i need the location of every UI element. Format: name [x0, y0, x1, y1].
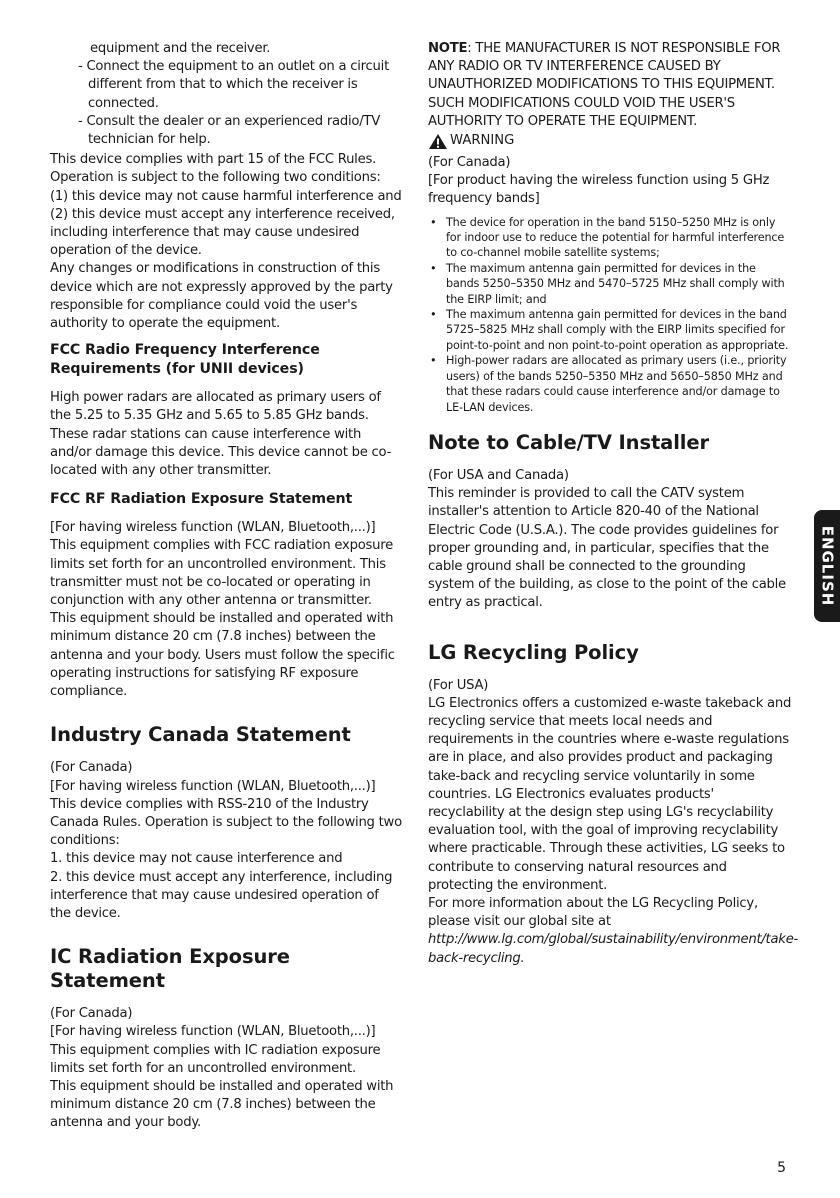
cable-heading: Note to Cable/TV Installer	[428, 430, 710, 454]
ic-radiation-for: (For Canada)	[50, 1006, 133, 1022]
note-label: NOTE	[428, 41, 468, 56]
unii-heading: FCC Radio Frequency Interference Requirements (for UNII devices)	[50, 342, 320, 378]
industry-canada-condition: 2. this device must accept any interference, including interference that may cause undesired operation of the device.	[50, 869, 393, 921]
warning-bullet-list	[428, 215, 792, 415]
recycling-heading: LG Recycling Policy	[428, 640, 639, 664]
note-paragraph	[428, 40, 792, 131]
changes-paragraph: Any changes or modifications in construction of this device which are not expressly approved by the party responsible for compliance could void the user's authority to operate the equipment.	[50, 261, 393, 332]
cable-body: This reminder is provided to call the CATV system installer's attention to Article 820-40 of the National Electric Code (U.S.A.). The code provides guidelines for proper grounding and, in particular, specifies that the cable ground shall be connected to the grounding system of the building, as close to the point of the cable entry as practical.	[428, 486, 786, 611]
recycling-link[interactable]: http://www.lg.com/global/sustainability/environment/take-back-recycling.	[428, 932, 799, 966]
industry-canada-condition: 1. this device may not cause interference and	[50, 851, 343, 867]
warning-line	[428, 132, 792, 150]
ic-radiation-heading: IC Radiation Exposure Statement	[50, 945, 290, 993]
page-number: 5	[777, 1160, 786, 1176]
recycling-body: LG Electronics offers a customized e-waste takeback and recycling service that meets local needs and requirements in the countries where e-waste regulations are in place, and also provides product and packaging take-back and recycling service voluntarily in some countries. LG Electronics evaluates products' recyclability at the design step using LG's recyclability evaluation tool, with the goal of improving recyclability where practicable. Through these activities, LG seeks to contribute to conserving natural resources and protecting the environment.	[428, 695, 792, 893]
unii-body: High power radars are allocated as primary users of the 5.25 to 5.35 GHz and 5.65 to 5.85 GHz bands. These radar stations can cause interference with and/or damage this device. This device cannot be co-located with any other transmitter.	[50, 390, 392, 479]
list-item: • High-power radars are allocated as primary users (i.e., priority users) of the bands 5250–5350 MHz and 5650–5850 MHz and that these radars could cause interference and/or damage to LE-LAN devices.	[428, 353, 792, 415]
warning-label: WARNING	[450, 133, 515, 149]
note-text: : THE MANUFACTURER IS NOT RESPONSIBLE FOR ANY RADIO OR TV INTERFERENCE CAUSED BY UNAUTHORIZED MODIFICATIONS TO THIS EQUIPMENT. SUCH MODIFICATIONS COULD VOID THE USER'S AUTHORITY TO OPERATE THE EQUIPMENT.	[428, 41, 781, 129]
warning-icon	[428, 133, 448, 150]
left-column	[50, 40, 402, 1133]
side-tab-label: ENGLISH	[818, 525, 837, 607]
right-column	[428, 40, 799, 968]
cable-for: (For USA and Canada)	[428, 467, 569, 483]
recycling-more	[428, 895, 799, 968]
recycling-more-text: For more information about the LG Recycling Policy, please visit our global site at	[428, 895, 758, 930]
intro-line: equipment and the receiver.	[90, 41, 271, 56]
ic-radiation-body-1: [For having wireless function (WLAN, Bluetooth,...)] This equipment complies with IC radiation exposure limits set forth for an uncontrolled environment.	[50, 1024, 381, 1076]
list-item: • The device for operation in the band 5150–5250 MHz is only for indoor use to reduce the potential for harmful interference to co-channel mobile satellite systems;	[428, 215, 792, 261]
warning-product-having: [For product having the wireless function using 5 GHz frequency bands]	[428, 173, 770, 207]
intro-bullet: - Consult the dealer or an experienced radio/TV technician for help.	[78, 113, 380, 148]
recycling-for: (For USA)	[428, 677, 489, 693]
language-side-tab	[814, 510, 840, 622]
list-item: • The maximum antenna gain permitted for devices in the band 5725–5825 MHz shall comply with the EIRP limits specified for point-to-point and non point-to-point operation as appropriate.	[428, 307, 792, 353]
intro-bullet: - Connect the equipment to an outlet on a circuit different from that to which the receiver is connected.	[78, 59, 389, 111]
rf-body-2: This equipment should be installed and operated with minimum distance 20 cm (7.8 inches) between the antenna and your body. Users must follow the specific operating instructions for satisfying RF exposure compliance.	[50, 611, 395, 700]
rf-heading: FCC RF Radiation Exposure Statement	[50, 491, 353, 508]
rf-body-1: [For having wireless function (WLAN, Bluetooth,...)] This equipment complies with FCC radiation exposure limits set forth for an uncontrolled environment. This transmitter must not be co-located or operating in conjunction with any other antenna or transmitter.	[50, 520, 394, 609]
industry-canada-body: [For having wireless function (WLAN, Bluetooth,...)] This device complies with RSS-210 of the Industry Canada Rules. Operation is subject to the following two conditions:	[50, 778, 402, 849]
ic-radiation-body-2: This equipment should be installed and operated with minimum distance 20 cm (7.8 inches) between the antenna and your body.	[50, 1078, 394, 1131]
warning-canada: (For Canada)	[428, 155, 511, 171]
fcc-rules-paragraph: This device complies with part 15 of the FCC Rules. Operation is subject to the following two conditions: (1) this device may not cause harmful interference and (2) this device must accept any interference received, including interference that may cause undesired operation of the device.	[50, 152, 402, 259]
industry-canada-heading: Industry Canada Statement	[50, 723, 351, 747]
list-item: • The maximum antenna gain permitted for devices in the bands 5250–5350 MHz and 5470–5725 MHz shall comply with the EIRP limit; and	[428, 261, 792, 307]
industry-canada-for: (For Canada)	[50, 760, 133, 776]
